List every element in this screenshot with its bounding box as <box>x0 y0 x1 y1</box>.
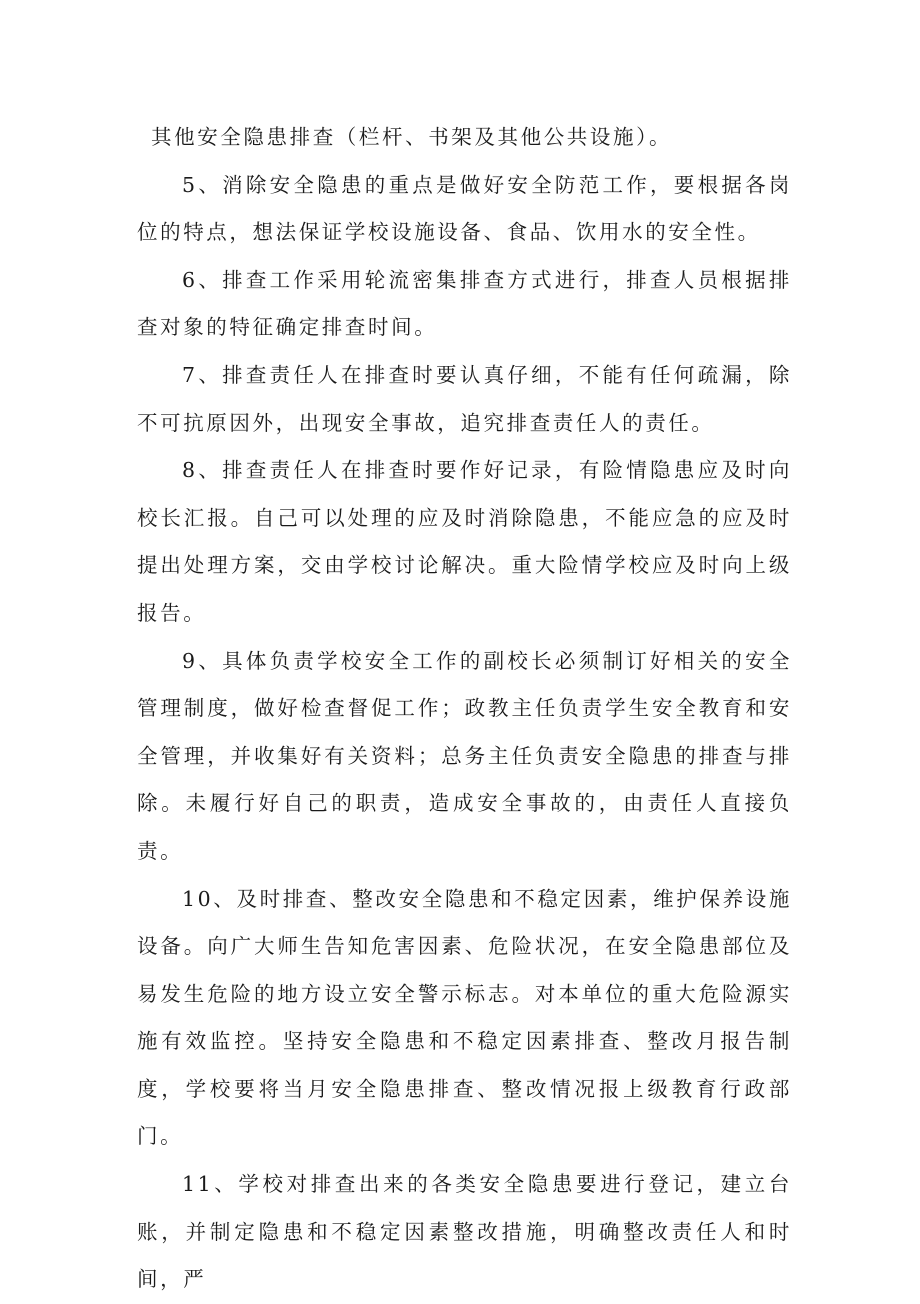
paragraph-item-9: 9、具体负责学校安全工作的副校长必须制订好相关的安全管理制度，做好检查督促工作；政教主任负责学生安全教育和安全管理，并收集好有关资料；总务主任负责安全隐患的排查与排除。未履行好自己的职责，造成安全事故的，由责任人直接负责。 <box>137 648 792 863</box>
paragraph-item-5: 5、消除安全隐患的重点是做好安全防范工作，要根据各岗位的特点，想法保证学校设施设备、食品、饮用水的安全性。 <box>137 172 792 245</box>
paragraph-item-11: 11、学校对排查出来的各类安全隐患要进行登记，建立台账，并制定隐患和不稳定因素整改措施，明确整改责任人和时间，严 <box>137 1172 792 1292</box>
paragraph-continuation: 其他安全隐患排查（栏杆、书架及其他公共设施）。 <box>151 125 673 149</box>
document-body <box>137 114 792 1304</box>
paragraph-item-10: 10、及时排查、整改安全隐患和不稳定因素，维护保养设施设备。向广大师生告知危害因素、危险状况，在安全隐患部位及易发生危险的地方设立安全警示标志。对本单位的重大危险源实施有效监控。坚持安全隐患和不稳定因素排查、整改月报告制度，学校要将当月安全隐患排查、整改情况报上级教育行政部门。 <box>137 886 792 1149</box>
paragraph-item-8: 8、排查责任人在排查时要作好记录，有险情隐患应及时向校长汇报。自己可以处理的应及时消除隐患，不能应急的应及时提出处理方案，交由学校讨论解决。重大险情学校应及时向上级报告。 <box>137 458 792 625</box>
paragraph-item-7: 7、排查责任人在排查时要认真仔细，不能有任何疏漏，除不可抗原因外，出现安全事故，追究排查责任人的责任。 <box>137 362 792 435</box>
paragraph-item-6: 6、排查工作采用轮流密集排查方式进行，排查人员根据排查对象的特征确定排查时间。 <box>137 267 792 340</box>
